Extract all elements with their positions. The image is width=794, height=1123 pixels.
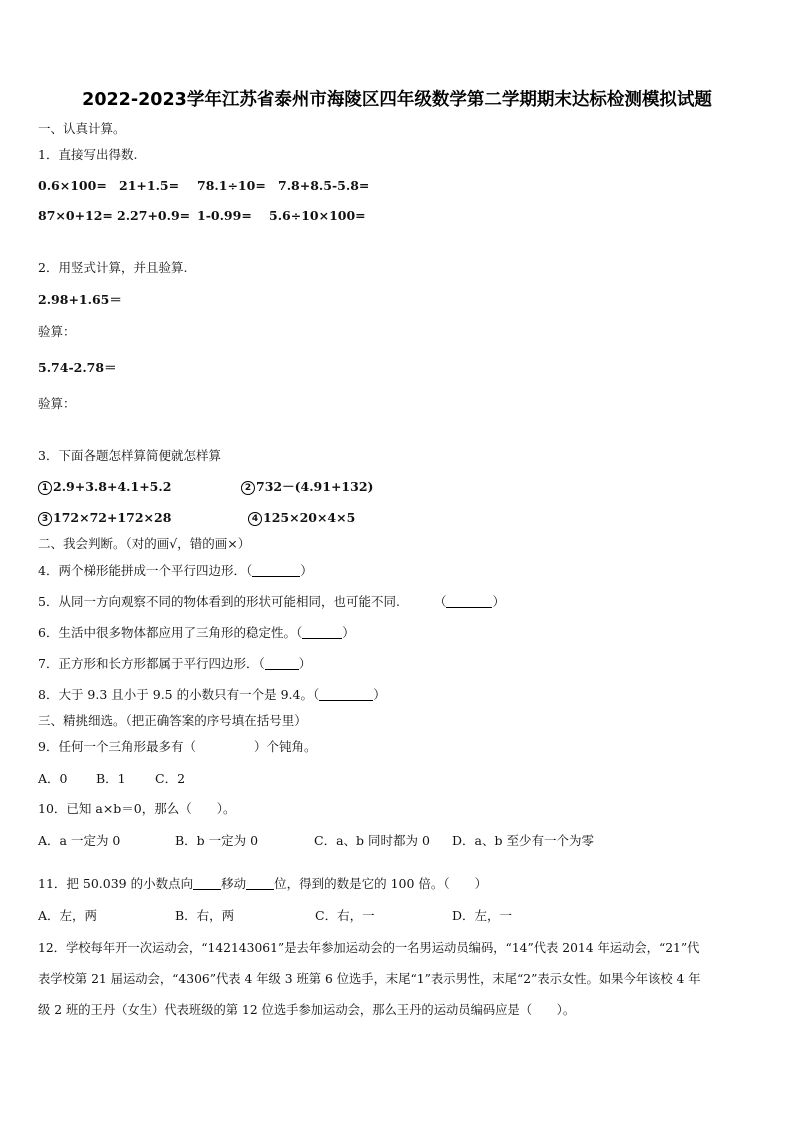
judge-text: 5．从同一方向观察不同的物体看到的形状可能相同，也可能不同. bbox=[38, 594, 400, 609]
q2-expr1: 2.98+1.65＝ bbox=[38, 292, 122, 307]
judge-item-6 bbox=[38, 625, 355, 641]
q1-r1-expr: 0.6×100= bbox=[38, 178, 107, 193]
q9-stem-b: ）个钝角。 bbox=[253, 739, 317, 754]
q3-item bbox=[241, 479, 373, 495]
answer-blank[interactable] bbox=[265, 657, 299, 670]
q9-option-b[interactable]: B．1 bbox=[96, 771, 126, 786]
q1-label: 1．直接写出得数. bbox=[38, 147, 138, 162]
q2-check2: 验算： bbox=[38, 396, 76, 411]
judge-item-7 bbox=[38, 656, 311, 672]
q1-r2-expr: 2.27+0.9= bbox=[117, 208, 191, 223]
circled-number-icon: 2 bbox=[241, 481, 255, 495]
q1-r1-expr: 21+1.5= bbox=[119, 178, 180, 193]
q1-r1-expr: 78.1÷10= bbox=[197, 178, 266, 193]
q3-item bbox=[248, 510, 355, 526]
judge-text: 8．大于 9.3 且小于 9.5 的小数只有一个是 9.4。（ bbox=[38, 687, 320, 702]
q11-stem-b: 移动 bbox=[221, 876, 247, 891]
circled-number-icon: 4 bbox=[248, 512, 262, 526]
section3-heading: 三、精挑细选。（把正确答案的序号填在括号里） bbox=[38, 713, 307, 728]
q12-line2: 表学校第 21 届运动会，“4306”代表 4 年级 3 班第 6 位选手，末尾“1”表示男性，末尾“2”表示女性。如果今年该校 4 年 bbox=[38, 972, 701, 986]
judge-tail: ） bbox=[373, 687, 386, 702]
section2-heading: 二、我会判断。（对的画√，错的画×） bbox=[38, 536, 251, 551]
answer-blank[interactable] bbox=[319, 688, 373, 701]
q1-r2-expr: 1-0.99= bbox=[197, 208, 252, 223]
judge-tail: ） bbox=[492, 594, 505, 609]
judge-text: 7．正方形和长方形都属于平行四边形．（ bbox=[38, 656, 265, 671]
judge-tail: ） bbox=[298, 656, 312, 671]
q1-r1-expr: 7.8+8.5-5.8= bbox=[278, 178, 370, 193]
q12-line1: 12．学校每年开一次运动会，“142143061”是去年参加运动会的一名男运动员编码，“14”代表 2014 年运动会，“21”代 bbox=[38, 941, 700, 955]
q11-option-b[interactable]: B．右，两 bbox=[175, 908, 235, 923]
q12-line3: 级 2 班的王丹（女生）代表班级的第 12 位选手参加运动会，那么王丹的运动员编码应是（ ）。 bbox=[38, 1003, 576, 1017]
q3-expr: 2.9+3.8+4.1+5.2 bbox=[53, 479, 172, 494]
judge-text: 4．两个梯形能拼成一个平行四边形．（ bbox=[38, 563, 253, 578]
page-title: 2022-2023学年江苏省泰州市海陵区四年级数学第二学期期末达标检测模拟试题 bbox=[82, 90, 712, 110]
q11-option-c[interactable]: C．右，一 bbox=[315, 908, 375, 923]
q3-expr: 732－(4.91+132) bbox=[256, 479, 374, 494]
q9-stem-a: 9．任何一个三角形最多有（ bbox=[38, 739, 196, 754]
answer-blank[interactable] bbox=[252, 564, 300, 577]
judge-item-4 bbox=[38, 563, 313, 579]
q10-option-c[interactable]: C．a、b 同时都为 0 bbox=[314, 833, 430, 848]
circled-number-icon: 1 bbox=[38, 481, 52, 495]
q3-label: 3．下面各题怎样算简便就怎样算 bbox=[38, 448, 221, 463]
q3-expr: 172×72+172×28 bbox=[53, 510, 172, 525]
judge-tail: ） bbox=[300, 563, 313, 578]
q3-item bbox=[38, 479, 171, 495]
q1-r2-expr: 87×0+12= bbox=[38, 208, 113, 223]
answer-blank[interactable] bbox=[246, 877, 274, 890]
q10-option-b[interactable]: B．b 一定为 0 bbox=[175, 833, 259, 848]
judge-item-8 bbox=[38, 687, 386, 703]
q11-stem-a: 11．把 50.039 的小数点向 bbox=[38, 876, 194, 891]
judge-tail: ） bbox=[342, 625, 355, 640]
q11-stem bbox=[38, 876, 487, 892]
q11-option-d[interactable]: D．左，一 bbox=[452, 908, 513, 923]
section1-heading: 一、认真计算。 bbox=[38, 121, 126, 136]
answer-blank[interactable] bbox=[446, 595, 492, 608]
circled-number-icon: 3 bbox=[38, 512, 52, 526]
judge-item-5 bbox=[38, 594, 505, 610]
answer-blank[interactable] bbox=[193, 877, 221, 890]
q3-expr: 125×20×4×5 bbox=[263, 510, 356, 525]
q2-expr2: 5.74-2.78＝ bbox=[38, 360, 117, 375]
answer-blank[interactable] bbox=[302, 626, 342, 639]
q10-option-a[interactable]: A．a 一定为 0 bbox=[38, 833, 121, 848]
q11-stem-c: 位，得到的数是它的 100 倍。（ ） bbox=[274, 876, 488, 891]
q9-stem bbox=[38, 739, 316, 755]
judge-paren: （ bbox=[433, 594, 447, 609]
q1-r2-expr: 5.6÷10×100= bbox=[269, 208, 366, 223]
q11-option-a[interactable]: A．左，两 bbox=[38, 908, 98, 923]
q2-check1: 验算： bbox=[38, 324, 76, 339]
q2-label: 2．用竖式计算，并且验算. bbox=[38, 260, 188, 275]
judge-text: 6．生活中很多物体都应用了三角形的稳定性。（ bbox=[38, 625, 303, 640]
q9-option-c[interactable]: C．2 bbox=[155, 771, 186, 786]
q10-option-d[interactable]: D．a、b 至少有一个为零 bbox=[452, 833, 594, 848]
q9-option-a[interactable]: A．0 bbox=[38, 771, 68, 786]
q3-item bbox=[38, 510, 171, 526]
q10-stem: 10．已知 a×b＝0，那么（ ）。 bbox=[38, 801, 236, 816]
